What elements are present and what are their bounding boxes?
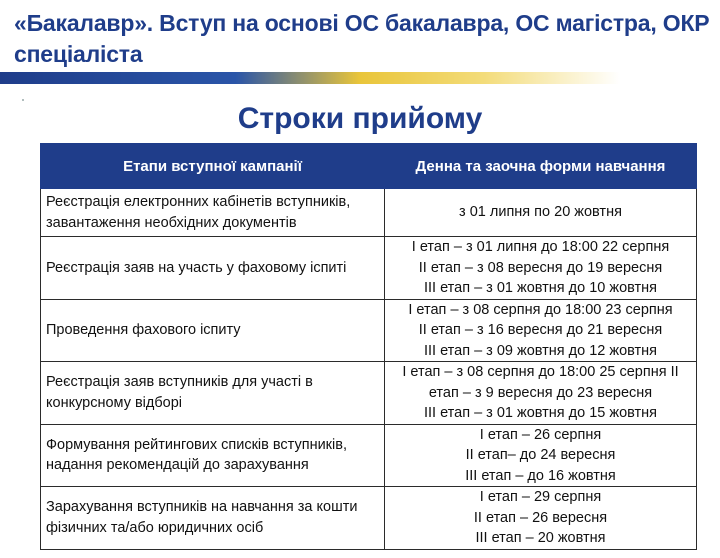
accent-bar	[0, 72, 620, 84]
date-line: етап – з 9 вересня до 23 вересня	[428, 384, 653, 401]
table-row	[41, 237, 697, 300]
dates-cell	[385, 487, 697, 550]
stage-cell	[41, 299, 385, 362]
stage-line: Формування рейтингових списків вступників,	[46, 436, 347, 453]
header-study-forms: Денна та заочна форми навчання	[385, 144, 697, 189]
date-line: ІІ етап – з 08 вересня до 19 вересня	[418, 259, 663, 276]
dates-cell	[385, 299, 697, 362]
stage-line: Зарахування вступників на навчання за кошти	[46, 499, 358, 516]
stage-line: Проведення фахового іспиту	[46, 322, 241, 338]
date-line: І етап – з 01 липня до 18:00 22 серпня	[411, 239, 670, 255]
stage-cell	[41, 362, 385, 425]
dates-cell	[385, 237, 697, 300]
date-line: ІІ етап– до 24 вересня	[465, 447, 616, 463]
stage-line: фізичних та/або юридичних осіб	[46, 519, 264, 536]
dates-cell	[385, 189, 697, 237]
stage-line: Реєстрація заяв на участь у фаховому іспиті	[46, 259, 347, 276]
date-line: ІІІ етап – з 01 жовтня до 10 жовтня	[423, 280, 658, 296]
page-title: «Бакалавр». Вступ на основі ОС бакалавра, ОС магістра, ОКР спеціаліста	[14, 10, 710, 67]
date-line: з 01 липня по 20 жовтня	[459, 204, 622, 221]
stage-line: конкурсному відборі	[46, 394, 183, 411]
stage-cell	[41, 424, 385, 487]
header-stages: Етапи вступної кампанії	[41, 144, 385, 189]
table-row	[41, 487, 697, 550]
admission-schedule-table	[40, 143, 697, 550]
dates-cell	[385, 424, 697, 487]
stage-line: Реєстрація електронних кабінетів вступників,	[46, 194, 351, 210]
stage-cell	[41, 487, 385, 550]
stage-line: Реєстрація заяв вступників для участі в	[46, 374, 313, 391]
table-header-row	[41, 144, 697, 189]
date-line: ІІІ етап – з 01 жовтня до 15 жовтня	[423, 405, 658, 421]
date-line: ІІ етап – 26 вересня	[473, 509, 608, 526]
date-line: ІІ етап – з 16 вересня до 21 вересня	[418, 322, 663, 338]
stage-cell	[41, 189, 385, 237]
date-line: І етап – 26 серпня	[479, 426, 602, 443]
date-line: ІІІ етап – 20 жовтня	[475, 530, 606, 546]
date-line: І етап – 29 серпня	[479, 489, 602, 505]
table-row	[41, 362, 697, 425]
section-title: Строки прийому	[237, 102, 483, 135]
date-line: ІІІ етап – до 16 жовтня	[465, 467, 616, 484]
stage-line: завантаження необхідних документів	[46, 214, 297, 231]
table-row	[41, 424, 697, 487]
table-row	[41, 189, 697, 237]
dates-cell	[385, 362, 697, 425]
stage-cell	[41, 237, 385, 300]
date-line: ІІІ етап – з 09 жовтня до 12 жовтня	[423, 342, 658, 359]
date-line: І етап – з 08 серпня до 18:00 23 серпня	[408, 301, 673, 318]
stage-line: надання рекомендацій до зарахування	[46, 457, 309, 474]
date-line: І етап – з 08 серпня до 18:00 25 серпня ІІ	[402, 364, 679, 380]
table-row	[41, 299, 697, 362]
